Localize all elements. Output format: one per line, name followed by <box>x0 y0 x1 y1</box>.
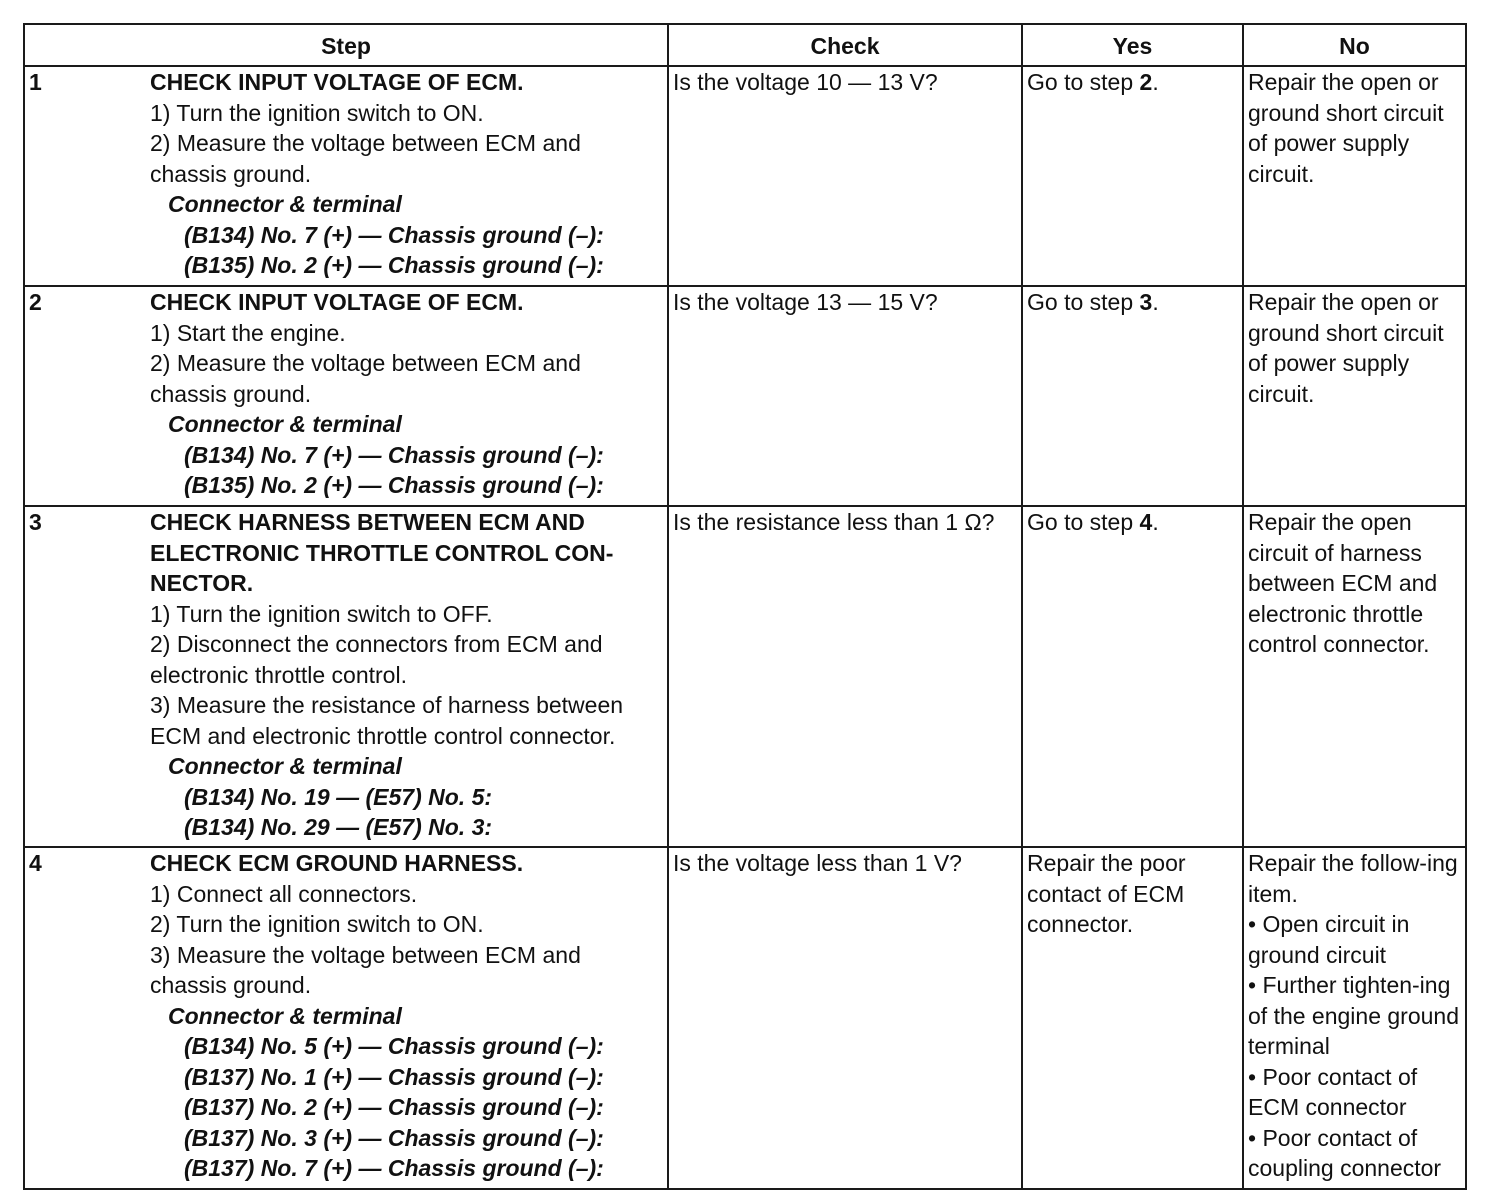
yes-prefix: Go to step <box>1027 69 1140 95</box>
check-cell: Is the voltage 13 — 15 V? <box>668 286 1022 506</box>
terminal-spec: (B137) No. 7 (+) — Chassis ground (–): <box>184 1155 604 1181</box>
step-number: 3 <box>24 506 146 847</box>
yes-suffix: . <box>1152 509 1159 535</box>
step-number: 4 <box>24 847 146 1189</box>
header-step: Step <box>24 24 668 66</box>
substep: 1) Connect all connectors. <box>150 880 418 907</box>
connector-label: Connector & terminal <box>168 411 402 437</box>
terminal-spec: (B137) No. 3 (+) — Chassis ground (–): <box>184 1124 604 1151</box>
table-row <box>24 66 1466 286</box>
terminal-spec: (B134) No. 19 — (E57) No. 5: <box>184 783 493 810</box>
terminal-spec: (B135) No. 2 (+) — Chassis ground (–): <box>184 252 604 278</box>
yes-cell: Repair the poor contact of ECM connector. <box>1022 847 1243 1189</box>
terminal-spec: (B134) No. 7 (+) — Chassis ground (–): <box>184 221 604 248</box>
table-row <box>24 847 1466 1189</box>
step-title: CHECK INPUT VOLTAGE OF ECM. <box>150 289 524 315</box>
terminal-spec: (B137) No. 2 (+) — Chassis ground (–): <box>184 1094 604 1120</box>
substep: 3) Measure the resistance of harness between ECM and electronic throttle control connector. <box>150 692 624 749</box>
no-bullet-item: • Poor contact of ECM connector <box>1248 1063 1418 1120</box>
step-title: CHECK HARNESS BETWEEN ECM AND ELECTRONIC THROTTLE CONTROL CON-NECTOR. <box>150 509 614 596</box>
yes-cell <box>1022 506 1243 847</box>
substep: 2) Turn the ignition switch to ON. <box>150 911 484 937</box>
terminal-spec: (B137) No. 1 (+) — Chassis ground (–): <box>184 1063 604 1090</box>
no-cell: Repair the open circuit of harness between ECM and electronic throttle control connector. <box>1243 506 1466 847</box>
no-bullet-item: • Open circuit in ground circuit <box>1248 911 1410 968</box>
substep: 2) Disconnect the connectors from ECM and electronic throttle control. <box>150 631 603 688</box>
substep: 2) Measure the voltage between ECM and chassis ground. <box>150 130 581 187</box>
connector-label: Connector & terminal <box>168 1002 402 1029</box>
yes-prefix: Go to step <box>1027 509 1140 535</box>
yes-prefix: Go to step <box>1027 289 1140 315</box>
header-yes: Yes <box>1022 24 1243 66</box>
header-check: Check <box>668 24 1022 66</box>
step-description <box>146 286 668 506</box>
no-cell <box>1243 847 1466 1189</box>
yes-cell <box>1022 66 1243 286</box>
yes-step: 2 <box>1139 69 1153 95</box>
yes-suffix: . <box>1152 289 1159 315</box>
terminal-spec: (B134) No. 7 (+) — Chassis ground (–): <box>184 441 604 468</box>
terminal-spec: (B134) No. 5 (+) — Chassis ground (–): <box>184 1033 604 1059</box>
check-cell: Is the resistance less than 1 Ω? <box>668 506 1022 847</box>
step-number: 1 <box>24 66 146 286</box>
substep: 3) Measure the voltage between ECM and chassis ground. <box>150 941 581 998</box>
diagnostic-table <box>23 23 1467 1190</box>
step-description <box>146 66 668 286</box>
yes-cell <box>1022 286 1243 506</box>
connector-label: Connector & terminal <box>168 753 402 779</box>
yes-suffix: . <box>1152 69 1159 95</box>
no-bullet-item: • Further tighten-ing of the engine ground terminal <box>1248 972 1460 1059</box>
terminal-spec: (B134) No. 29 — (E57) No. 3: <box>184 814 493 840</box>
check-cell: Is the voltage 10 — 13 V? <box>668 66 1022 286</box>
step-title: CHECK INPUT VOLTAGE OF ECM. <box>150 69 524 95</box>
yes-step: 3 <box>1139 289 1153 315</box>
connector-label: Connector & terminal <box>168 191 402 217</box>
substep: 2) Measure the voltage between ECM and chassis ground. <box>150 350 581 407</box>
substep: 1) Start the engine. <box>150 319 346 346</box>
header-no: No <box>1243 24 1466 66</box>
step-number: 2 <box>24 286 146 506</box>
step-title: CHECK ECM GROUND HARNESS. <box>150 850 524 876</box>
step-description <box>146 847 668 1189</box>
no-intro: Repair the follow-ing item. <box>1248 850 1458 907</box>
table-row <box>24 506 1466 847</box>
check-cell: Is the voltage less than 1 V? <box>668 847 1022 1189</box>
table-row <box>24 286 1466 506</box>
substep: 1) Turn the ignition switch to OFF. <box>150 600 493 627</box>
header-row <box>24 24 1466 66</box>
no-cell: Repair the open or ground short circuit of power supply circuit. <box>1243 66 1466 286</box>
terminal-spec: (B135) No. 2 (+) — Chassis ground (–): <box>184 472 604 498</box>
no-bullet-item: • Poor contact of coupling connector <box>1248 1124 1442 1181</box>
no-cell: Repair the open or ground short circuit of power supply circuit. <box>1243 286 1466 506</box>
substep: 1) Turn the ignition switch to ON. <box>150 99 484 126</box>
yes-step: 4 <box>1139 509 1153 535</box>
step-description <box>146 506 668 847</box>
